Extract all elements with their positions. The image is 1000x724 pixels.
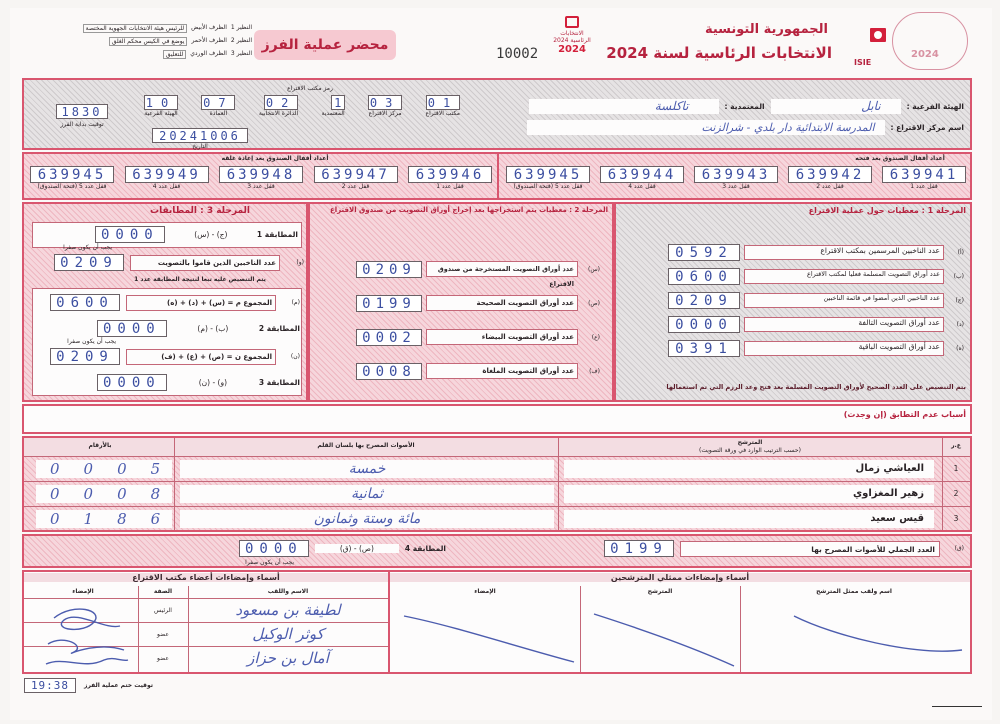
mismatch-box[interactable] bbox=[22, 404, 972, 434]
row-label: عدد أوراق التصويت الباقية bbox=[744, 341, 944, 356]
copy-label: النظير 2 bbox=[230, 37, 252, 44]
row-value[interactable]: 0592 bbox=[668, 244, 740, 261]
branch-label: الهيئة الفرعية : bbox=[906, 101, 964, 111]
lock-value[interactable]: 639948 bbox=[219, 166, 303, 183]
signatures-divider bbox=[388, 570, 390, 674]
row-value[interactable]: 0008 bbox=[356, 363, 422, 380]
stage1-rows bbox=[624, 240, 964, 360]
start-time-label: توقيت بداية الفرز bbox=[60, 121, 104, 128]
lock-label: قفل عدد 1 bbox=[436, 183, 464, 190]
m-code: (م) bbox=[291, 299, 300, 306]
ballot-box-icon bbox=[565, 16, 579, 28]
m2-must-zero: يجب أن يكون صفرا bbox=[67, 338, 116, 345]
reps-crossout-scribble bbox=[394, 596, 968, 672]
lock-field bbox=[694, 166, 778, 190]
row-value[interactable]: 0209 bbox=[668, 292, 740, 309]
o-label: عدد الناخبين الذين قاموا بالتصويت bbox=[130, 255, 280, 271]
candidate-num: 2 bbox=[953, 489, 959, 498]
lock-value[interactable]: 639947 bbox=[314, 166, 398, 183]
republic-title: الجمهورية التونسية bbox=[704, 22, 828, 37]
col-candidate-header: المترشح bbox=[737, 439, 763, 446]
lock-label: قفل عدد 2 bbox=[341, 183, 370, 190]
m1-row bbox=[38, 226, 298, 243]
digit-group bbox=[259, 95, 298, 125]
lock-field bbox=[219, 166, 303, 190]
digit-group bbox=[426, 95, 460, 125]
delegation-value[interactable]: تاكلسة bbox=[529, 99, 719, 114]
m1-label: المطابقة 1 bbox=[256, 230, 298, 239]
candidate-row-1 bbox=[24, 456, 970, 481]
candidate-name: العياشي زمال bbox=[564, 460, 934, 478]
copy-desc: الظرف الوردي bbox=[190, 50, 227, 57]
lock-label: قفل عدد 4 bbox=[152, 183, 181, 190]
lock-label: قفل عدد 1 bbox=[910, 183, 938, 190]
col-candidate-sub: (حسب الترتيب الوارد في ورقة التصويت) bbox=[699, 447, 801, 454]
row-label: عدد الناخبين المرسمين بمكتب الاقتراع bbox=[744, 245, 944, 260]
m2-label: المطابقة 2 bbox=[258, 324, 300, 333]
row-label: عدد الناخبين الذين أمضوا في قائمة الناخبين bbox=[744, 293, 944, 308]
m4-group bbox=[210, 540, 446, 557]
stage1-row bbox=[624, 312, 964, 336]
digit-box[interactable]: 1 bbox=[331, 95, 345, 110]
m3-row bbox=[38, 374, 300, 391]
mismatch-label: أسباب عدم التطابق (إن وجدت) bbox=[843, 410, 966, 419]
lock-value[interactable]: 639944 bbox=[600, 166, 684, 183]
locks-before-label: أعداد أقفال الصندوق بعد إعادة غلقه bbox=[221, 155, 329, 162]
row-code: (س) bbox=[587, 265, 600, 273]
candidate-name: زهير المغزاوي bbox=[564, 485, 934, 503]
stamp-year: 2024 bbox=[911, 49, 939, 60]
date-field bbox=[152, 128, 248, 150]
row-code: (ع) bbox=[591, 333, 600, 341]
form-title: محضر عملية الفرز bbox=[254, 30, 396, 60]
col-rep-name-header: اسم ولقب ممثل المترشح bbox=[816, 588, 892, 595]
member-name: كوثر الوكيل bbox=[252, 625, 324, 643]
row-code: (أ) bbox=[957, 248, 964, 256]
delegation-label: المعتمدية : bbox=[724, 101, 765, 111]
row-value[interactable]: 0000 bbox=[668, 316, 740, 333]
candidate-words[interactable]: خمسة bbox=[180, 460, 554, 478]
n-label: المجموع ن = (ص) + (ع) + (ف) bbox=[126, 349, 276, 365]
digit-group-label: مكتب الاقتراع bbox=[425, 110, 460, 117]
lock-value[interactable]: 639949 bbox=[125, 166, 209, 183]
col-candidate-header: المترشح bbox=[647, 588, 673, 595]
member-role: الرئيس bbox=[154, 607, 172, 614]
digit-group bbox=[201, 95, 235, 125]
total-code: (ق) bbox=[954, 545, 964, 552]
digit-group-label: الدائرة الانتخابية bbox=[258, 110, 299, 117]
stage1-note: بتم التنصيص على العدد الصحيح لأوراق التصويت المسلمة بعد فتح وعد الرزم التي تم استعمالها bbox=[666, 383, 966, 391]
total-value[interactable]: 0199 bbox=[604, 540, 674, 557]
row-value[interactable]: 0209 bbox=[356, 261, 422, 278]
start-time-value[interactable]: 1830 bbox=[56, 104, 108, 119]
lock-field bbox=[882, 166, 966, 190]
locks-divider bbox=[497, 152, 499, 200]
footer-line bbox=[932, 706, 982, 707]
office-signatures-scribble bbox=[34, 600, 134, 672]
row-label: عدد أوراق التصويت الملغاة bbox=[426, 363, 578, 379]
office-code-label: رمز مكتب الاقتراع bbox=[287, 85, 333, 92]
digit-box[interactable]: 10 bbox=[145, 96, 177, 110]
copy-row bbox=[22, 24, 252, 33]
copy-value: للتعليق bbox=[163, 50, 186, 59]
member-role: عضو bbox=[157, 655, 169, 662]
lock-label: قفل عدد 5 (فتحة الصندوق) bbox=[37, 183, 107, 190]
m4-label: المطابقة 4 bbox=[404, 544, 446, 553]
m3-value[interactable]: 0000 bbox=[97, 374, 167, 391]
lock-field bbox=[506, 166, 590, 190]
member-name: آمال بن حزاز bbox=[247, 649, 329, 667]
row-value[interactable]: 0391 bbox=[668, 340, 740, 357]
lock-field bbox=[125, 166, 209, 190]
copy-desc: الظرف الأحمر bbox=[191, 37, 227, 44]
row-label: عدد أوراق التصويت المسلمة فعليا لمكتب الاقتراع bbox=[744, 269, 944, 284]
copy-row bbox=[22, 37, 252, 46]
col-rep-signature-header: الإمضاء bbox=[474, 588, 496, 595]
col-role-header: الصفة bbox=[153, 588, 173, 595]
lock-label: قفل عدد 5 (فتحة الصندوق) bbox=[513, 183, 583, 190]
stage1-row bbox=[624, 240, 964, 264]
top-right-stamp bbox=[892, 12, 968, 70]
candidate-num: 1 bbox=[953, 464, 959, 473]
digit-group-label: الهيئة الفرعية bbox=[144, 110, 178, 117]
row-value[interactable]: 0600 bbox=[668, 268, 740, 285]
copy-label: النظير 3 bbox=[230, 50, 252, 57]
digit-box[interactable]: 01 bbox=[427, 96, 459, 110]
lock-label: قفل عدد 3 bbox=[247, 183, 275, 190]
lock-value[interactable]: 639946 bbox=[408, 166, 492, 183]
n-code: (ن) bbox=[290, 353, 300, 360]
end-time-value[interactable]: 19:38 bbox=[24, 678, 76, 693]
row-label: عدد أوراق التصويت الصحيحة bbox=[426, 295, 578, 311]
candidate-digits[interactable]: 0008 bbox=[36, 485, 172, 503]
copy-value: يوضع في الكيس محكم الغلق bbox=[109, 37, 188, 46]
office-code-digits bbox=[144, 95, 460, 125]
candidate-name: قيس سعيد bbox=[564, 510, 934, 528]
digit-group bbox=[144, 95, 178, 125]
election-title: الانتخابات الرئاسية لسنة 2024 bbox=[606, 44, 832, 62]
total-label: العدد الجملي للأصوات المصرح بها bbox=[680, 541, 940, 557]
m2-formula: (ب) - (م) bbox=[197, 324, 229, 333]
stage2-row bbox=[344, 252, 600, 286]
stage1-row bbox=[624, 288, 964, 312]
locks-before-row bbox=[30, 166, 492, 190]
m2-row bbox=[38, 320, 300, 337]
row-value[interactable]: 0002 bbox=[356, 329, 422, 346]
row-label: عدد أوراق التصويت التالفة bbox=[744, 317, 944, 332]
total-group bbox=[560, 540, 964, 557]
m4-formula: (ص) - (ق) bbox=[315, 544, 399, 553]
lock-value[interactable]: 639941 bbox=[882, 166, 966, 183]
row-code: (ف) bbox=[589, 367, 600, 375]
center-label: اسم مركز الاقتراع : bbox=[890, 122, 964, 132]
date-label: التاريخ bbox=[192, 143, 208, 150]
col-num-header: ع.ر bbox=[951, 442, 961, 449]
digit-box[interactable]: 02 bbox=[265, 96, 297, 110]
member-name: لطيفة بن مسعود bbox=[235, 601, 341, 619]
stage3-title: المرحلة 3 : المطابقات bbox=[150, 206, 250, 216]
m1-formula: (ج) - (س) bbox=[194, 230, 228, 239]
logo-year: 2024 bbox=[558, 44, 586, 55]
lock-field bbox=[788, 166, 872, 190]
m1-value[interactable]: 0000 bbox=[95, 226, 165, 243]
stage1-row bbox=[624, 336, 964, 360]
lock-label: قفل عدد 3 bbox=[722, 183, 750, 190]
m4-value[interactable]: 0000 bbox=[239, 540, 309, 557]
m2-value[interactable]: 0000 bbox=[97, 320, 167, 337]
end-time bbox=[24, 678, 153, 693]
stage1-title: المرحلة 1 : معطيات حول عملية الاقتراع bbox=[808, 206, 966, 215]
row-code: (ه) bbox=[956, 344, 964, 352]
m-value[interactable]: 0600 bbox=[50, 294, 120, 311]
digit-box[interactable]: 07 bbox=[203, 96, 234, 110]
isie-text: ISIE bbox=[854, 58, 872, 67]
row-code: (ب) bbox=[953, 272, 964, 280]
lock-label: قفل عدد 2 bbox=[816, 183, 844, 190]
stage2-row bbox=[344, 320, 600, 354]
center-value[interactable]: المدرسة الابتدائية دار بلدي - شرالزنت bbox=[527, 120, 885, 135]
flag-icon bbox=[870, 28, 886, 42]
lock-value[interactable]: 639945 bbox=[30, 166, 114, 183]
lock-field bbox=[30, 166, 114, 190]
n-row bbox=[38, 348, 300, 365]
locks-after-row bbox=[506, 166, 966, 190]
n-value[interactable]: 0209 bbox=[50, 348, 120, 365]
stage2-title: المرحلة 2 : معطيات يتم استخراجها بعد إخراج أوراق التصويت من صندوق الاقتراع bbox=[330, 206, 608, 214]
candidate-words[interactable]: ثمانية bbox=[180, 485, 554, 503]
digit-group bbox=[322, 95, 345, 125]
copy-desc: الظرف الأبيض bbox=[191, 24, 227, 31]
stage2-rows bbox=[344, 252, 600, 388]
row-code: (ج) bbox=[955, 296, 964, 304]
col-name-header: الاسم واللقب bbox=[267, 588, 309, 595]
candidate-digits[interactable]: 0186 bbox=[36, 510, 172, 528]
lock-label: قفل عدد 4 bbox=[628, 183, 656, 190]
isie-logo bbox=[848, 18, 888, 70]
digit-group bbox=[368, 95, 402, 125]
m-row bbox=[38, 294, 300, 311]
o-row bbox=[38, 254, 304, 271]
branch-value[interactable]: نابل bbox=[771, 99, 901, 114]
row-code: (ص) bbox=[588, 299, 600, 307]
col-words-header: الأصوات المصرح بها بلسان القلم bbox=[317, 442, 415, 449]
member-role: عضو bbox=[157, 631, 169, 638]
candidate-row-2 bbox=[24, 481, 970, 506]
reps-signatures-title: أسماء وإمضاءات ممثلي المترشحين bbox=[390, 573, 970, 582]
m3-formula: (و) - (ن) bbox=[198, 378, 228, 387]
lock-value[interactable]: 639945 bbox=[506, 166, 590, 183]
col-signature-header: الإمضاء bbox=[72, 588, 94, 595]
copy-value: للرئيس هيئة الانتخابات الجهوية المختصة bbox=[83, 24, 188, 33]
o-code: (و) bbox=[296, 259, 304, 266]
m3-label: المطابقة 3 bbox=[258, 378, 300, 387]
stage3-note: يتم التنصيص عليه تبعا لنتيجة المطابقة عدد 1 bbox=[134, 276, 266, 283]
digit-group-label: مركز الاقتراع bbox=[368, 110, 402, 117]
digit-box[interactable]: 03 bbox=[369, 96, 401, 110]
digit-group-label: المعتمدية bbox=[321, 110, 345, 117]
candidate-num: 3 bbox=[953, 514, 959, 523]
stage1-row bbox=[624, 264, 964, 288]
logo-text: الانتخابات الرئاسية 2024 bbox=[553, 30, 591, 44]
candidate-digits[interactable]: 0005 bbox=[36, 460, 172, 478]
digit-group-label: العمادة bbox=[209, 110, 228, 117]
start-time bbox=[56, 104, 108, 128]
m1-must-zero: يجب أن يكون صفرا bbox=[63, 244, 112, 251]
col-digits-header: بالأرقام bbox=[88, 442, 112, 449]
branch-row bbox=[508, 98, 964, 114]
locks-after-label: أعداد أقفال الصندوق بعد فتحه bbox=[855, 155, 945, 162]
lock-value[interactable]: 639943 bbox=[694, 166, 778, 183]
row-code: (د) bbox=[956, 320, 964, 328]
lock-field bbox=[600, 166, 684, 190]
election-logo bbox=[552, 16, 592, 72]
end-time-label: توقيت ختم عملية الفرز bbox=[84, 682, 153, 689]
copy-row bbox=[22, 50, 252, 59]
candidate-row-3 bbox=[24, 506, 970, 531]
lock-field bbox=[408, 166, 492, 190]
center-row bbox=[508, 119, 964, 135]
row-label: عدد أوراق التصويت البيضاء bbox=[426, 329, 578, 345]
date-value[interactable]: 20241006 bbox=[152, 128, 248, 143]
candidate-words[interactable]: مائة وستة وثمانون bbox=[180, 510, 554, 528]
m-label: المجموع م = (س) + (د) + (ه) bbox=[126, 295, 276, 311]
form-number: 10002 bbox=[496, 46, 539, 62]
lock-value[interactable]: 639942 bbox=[788, 166, 872, 183]
m4-must-zero: يجب أن يكون صفرا bbox=[245, 559, 294, 566]
copy-label: النظير 1 bbox=[230, 24, 252, 31]
copy-labels bbox=[22, 24, 252, 72]
row-label: عدد أوراق التصويت المستخرجة من صندوق الاقتراع bbox=[426, 261, 578, 277]
row-value[interactable]: 0199 bbox=[356, 295, 422, 312]
lock-field bbox=[314, 166, 398, 190]
o-value[interactable]: 0209 bbox=[54, 254, 124, 271]
office-signatures-title: أسماء وإمضاءات أعضاء مكتب الاقتراع bbox=[24, 573, 388, 582]
stage2-row bbox=[344, 354, 600, 388]
